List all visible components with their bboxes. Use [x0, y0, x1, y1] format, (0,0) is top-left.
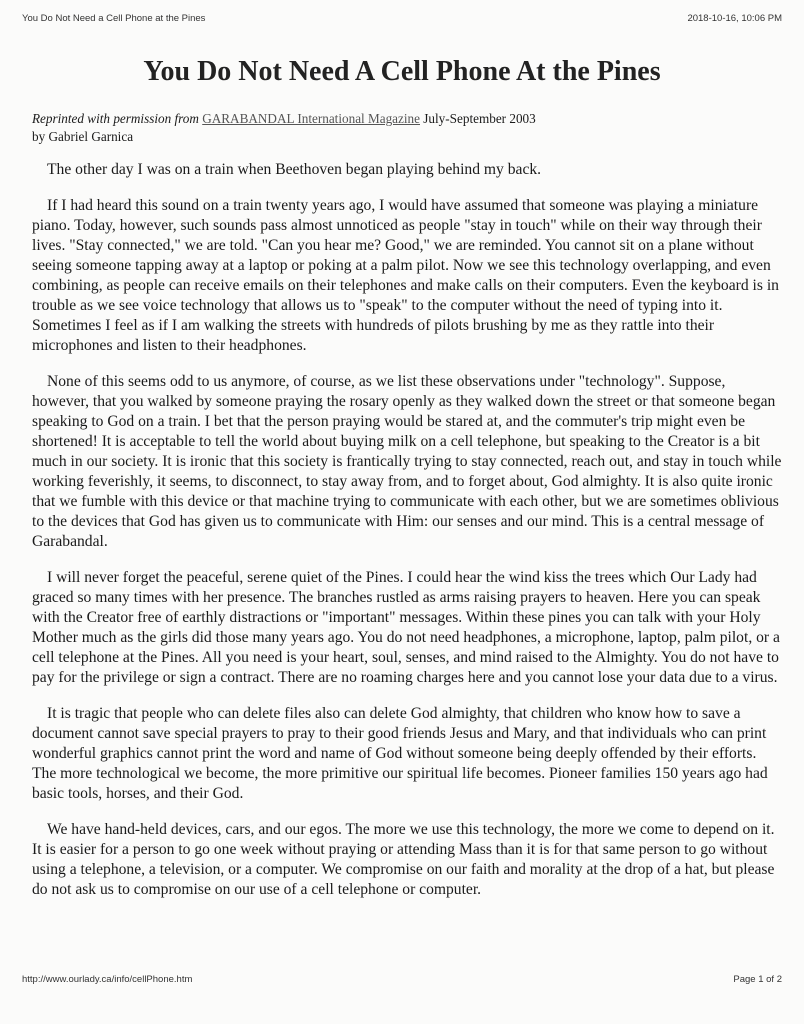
article-title: You Do Not Need A Cell Phone At the Pines	[143, 56, 661, 87]
article-byline	[32, 110, 536, 146]
article-body	[32, 160, 784, 916]
issue-date: July-September 2003	[423, 111, 536, 126]
magazine-link[interactable]: GARABANDAL International Magazine	[202, 111, 420, 126]
paragraph: The other day I was on a train when Beethoven began playing behind my back.	[47, 161, 542, 178]
print-header-title: You Do Not Need a Cell Phone at the Pines	[22, 13, 206, 24]
print-header-timestamp: 2018-10-16, 10:06 PM	[687, 13, 782, 24]
print-footer-url: http://www.ourlady.ca/info/cellPhone.htm	[22, 974, 193, 985]
reprint-prefix: Reprinted with permission from	[32, 111, 199, 126]
reprint-line	[32, 110, 536, 128]
paragraph: We have hand-held devices, cars, and our egos. The more we use this technology, the more we come to depend on it. It is easier for a person to go one week without praying or attending Mass than it is for that same person to go without using a telephone, a television, or a computer. We compromise on our faith and morality at the drop of a hat, but please do not ask us to compromise on our use of a cell telephone or computer.	[32, 821, 775, 898]
paragraph: If I had heard this sound on a train twenty years ago, I would have assumed that someone was playing a miniature piano. Today, however, such sounds pass almost unnoticed as people "stay in touch" while on their way through their lives. "Stay connected," we are told. "Can you hear me? Good," we are reminded. You cannot sit on a plane without seeing someone tapping away at a laptop or poking at a palm pilot. Now we see this technology overlapping, and even combining, as people can receive emails on their telephones and make calls on their computers. Even the keyboard is in trouble as we see voice technology that allows us to "speak" to the computer without the need of typing into it. Sometimes I feel as if I am walking the streets with hundreds of pilots brushing by me as they rattle into their microphones and listen to their headphones.	[32, 197, 779, 354]
print-footer-page: Page 1 of 2	[733, 974, 782, 985]
paragraph: It is tragic that people who can delete files also can delete God almighty, that children who know how to save a document cannot save special prayers to pray to their good friends Jesus and Mary, and that individuals who can print wonderful graphics cannot print the word and name of God without someone being deeply offended by their efforts. The more technological we become, the more primitive our spiritual life becomes. Pioneer families 150 years ago had basic tools, horses, and their God.	[32, 705, 768, 802]
author: by Gabriel Garnica	[32, 129, 134, 144]
paragraph: None of this seems odd to us anymore, of course, as we list these observations under "technology". Suppose, however, that you walked by someone praying the rosary openly as they walked down the street or that someone began speaking to God on a train. I bet that the person praying would be stared at, and the commuter's trip might even be shortened! It is acceptable to tell the world about buying milk on a cell telephone, but speaking to the Creator is a bit much in our society. It is ironic that this society is frantically trying to stay connected, reach out, and stay in touch while working feverishly, it seems, to disconnect, to stay away from, and to forget about, God almighty. It is also quite ironic that we fumble with this device or that machine trying to communicate with each other, but we are sometimes oblivious to the devices that God has given us to communicate with Him: our senses and our mind. This is a central message of Garabandal.	[32, 373, 782, 550]
paragraph: I will never forget the peaceful, serene quiet of the Pines. I could hear the wind kiss the trees which Our Lady had graced so many times with her presence. The branches rustled as arms raising prayers to heaven. Here you can speak with the Creator free of earthly distractions or "important" messages. Within these pines you can talk with your Holy Mother much as the girls did those many years ago. You do not need headphones, a microphone, laptop, palm pilot, or a cell telephone at the Pines. All you need is your heart, soul, senses, and mind raised to the Almighty. You do not have to pay for the privilege or sign a contract. There are no roaming charges here and you cannot lose your data due to a virus.	[32, 569, 780, 686]
